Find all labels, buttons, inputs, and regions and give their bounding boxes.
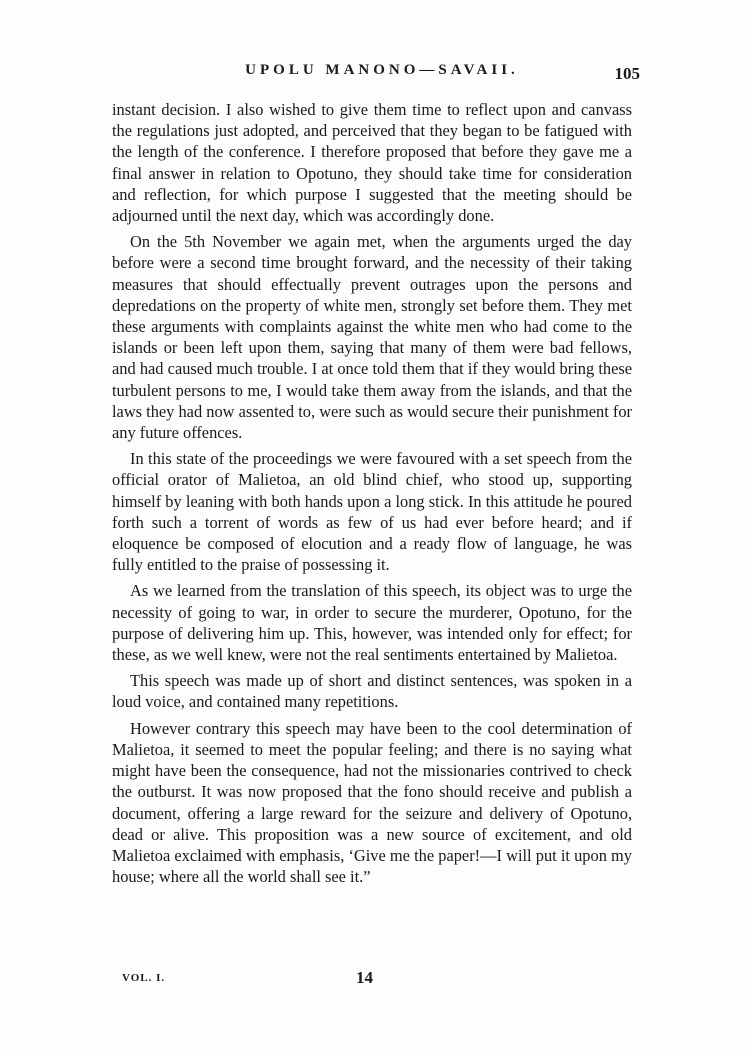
page-footer: [122, 968, 632, 992]
paragraph-3: In this state of the proceedings we were favoured with a set speech from the official orator of Malietoa, an old blind chief, who stood up, supporting himself by leaning with both hands upon a long stick. In this attitude he poured forth such a torrent of words as few of us had ever before heard; and if eloquence be composed of elocution and a ready flow of language, he was fully entitled to the praise of possessing it.: [112, 449, 632, 575]
paragraph-4: As we learned from the translation of this speech, its object was to urge the necessity of going to war, in order to secure the murderer, Opotuno, for the purpose of delivering him up. This, however, was intended only for effect; for these, as we well knew, were not the real sentiments entertained by Malietoa.: [112, 581, 632, 665]
sheet-number: 14: [356, 968, 373, 987]
body-text: [112, 99, 632, 892]
signature-mark: VOL. I.: [122, 972, 166, 984]
paragraph-2: On the 5th November we again met, when the arguments urged the day before were a second time brought forward, and the necessity of their taking measures that should effectually prevent outrages upon the persons and depredations on the property of white men, strongly set before them. They met these arguments with complaints against the white men who had come to the islands or been left upon them, saying that many of them were bad fellows, and had caused much trouble. I at once told them that if they would bring these turbulent persons to me, I would take them away from the islands, and that the laws they had now assented to, were such as would secure their punishment for any future offences.: [112, 232, 632, 443]
page-number: 105: [614, 64, 640, 83]
paragraph-6: However contrary this speech may have been to the cool determination of Malietoa, it seemed to meet the popular feeling; and there is no saying what might have been the consequence, had not the missionaries contrived to check the outburst. It was now proposed that the fono should receive and publish a document, offering a large reward for the seizure and delivery of Opotuno, dead or alive. This proposition was a new source of excitement, and old Malietoa exclaimed with emphasis, ‘Give me the paper!—I will put it upon my house; where all the world shall see it.”: [112, 718, 632, 887]
paragraph-5: This speech was made up of short and distinct sentences, was spoken in a loud voice, and contained many repetitions.: [112, 671, 632, 712]
paragraph-1: instant decision. I also wished to give them time to reflect upon and canvass the regulations just adopted, and perceived that they began to be fatigued with the length of the conference. I therefore proposed that before they gave me a final answer in relation to Opotuno, they should take time for consideration and reflection, for which purpose I suggested that the meeting should be adjourned until the next day, which was accordingly done.: [112, 100, 632, 226]
running-title: UPOLU MANONO—SAVAII.: [245, 62, 519, 78]
page-header: [112, 62, 640, 88]
